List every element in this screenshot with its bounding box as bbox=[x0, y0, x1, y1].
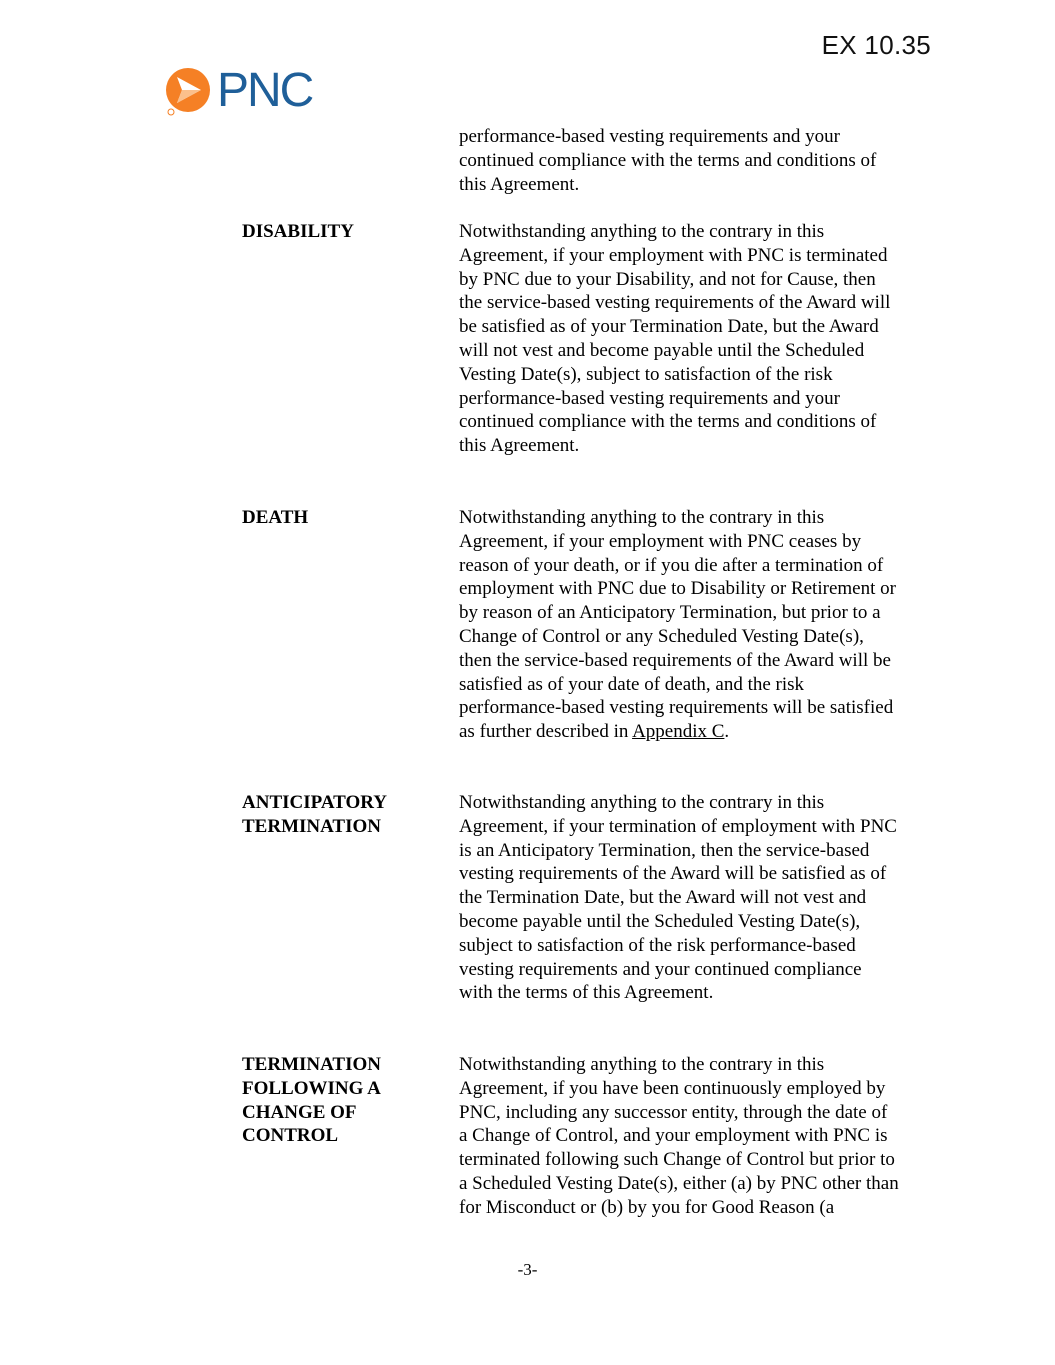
page-number bbox=[0, 1260, 1055, 1280]
section-text-disability: Notwithstanding anything to the contrary in this Agreement, if your employment with PNC is terminated by PNC due to your Disability, and not for Cause, then the service-based vesting requirements of the Award will be satisfied as of your Termination Date, but the Award will not vest and become payable until the Scheduled Vesting Date(s), subject to satisfaction of the risk performance-based vesting requirements and your continued compliance with the terms and conditions of this Agreement. bbox=[459, 221, 891, 457]
section-text-death bbox=[459, 506, 899, 744]
pnc-triangle-icon bbox=[165, 66, 211, 116]
pnc-logo-text: PNC bbox=[217, 64, 313, 117]
pnc-logo bbox=[165, 66, 312, 116]
section-text-anticipatory-termination: Notwithstanding anything to the contrary in this Agreement, if your termination of employment with PNC is an Anticipatory Termination, then the service-based vesting requirements of the Award will be satisfied as of the Termination Date, but the Award will not vest and become payable until the Scheduled Vesting Date(s), subject to satisfaction of the risk performance-based vesting requirements and your continued compliance with the terms of this Agreement. bbox=[459, 792, 897, 1004]
section-label-death bbox=[242, 506, 442, 530]
label-line: CHANGE OF bbox=[242, 1101, 357, 1123]
appendix-c-link[interactable]: Appendix C bbox=[632, 721, 725, 743]
exhibit-label: EX 10.35 bbox=[821, 30, 931, 60]
label-line: DISABILITY bbox=[242, 221, 354, 242]
section-label-anticipatory-termination bbox=[242, 791, 442, 839]
death-text-end: . bbox=[724, 721, 730, 743]
section-label-change-of-control bbox=[242, 1053, 442, 1148]
page-number-text: -3- bbox=[517, 1260, 538, 1279]
continuation-paragraph: performance-based vesting requirements and your continued compliance with the terms and conditions of this Agreement. bbox=[459, 126, 877, 195]
label-line: ANTICIPATORY bbox=[242, 792, 388, 813]
death-text-main: Notwithstanding anything to the contrary in this Agreement, if your employment with PNC ceases by reason of your death, or if you die after a termination of employment with PNC due to Disability or Retirement or by reason of an Anticipatory Termination, but prior to a Change of Control or any Scheduled Vesting Date(s), then the service-based requirements of the Award will be satisfied as of your date of death, and the risk performance-based vesting requirements will be satisfied as further described in bbox=[459, 507, 896, 743]
label-line: CONTROL bbox=[242, 1125, 339, 1147]
label-line: DEATH bbox=[242, 507, 309, 528]
label-line: TERMINATION bbox=[242, 815, 381, 837]
label-line: FOLLOWING A bbox=[242, 1077, 381, 1099]
section-label-disability bbox=[242, 220, 442, 244]
label-line: TERMINATION bbox=[242, 1054, 381, 1075]
section-text-change-of-control: Notwithstanding anything to the contrary in this Agreement, if you have been continuously employed by PNC, including any successor entity, through the date of a Change of Control, and your employment with PNC is terminated following such Change of Control but prior to a Scheduled Vesting Date(s), either (a) by PNC other than for Misconduct or (b) by you for Good Reason (a bbox=[459, 1054, 899, 1218]
